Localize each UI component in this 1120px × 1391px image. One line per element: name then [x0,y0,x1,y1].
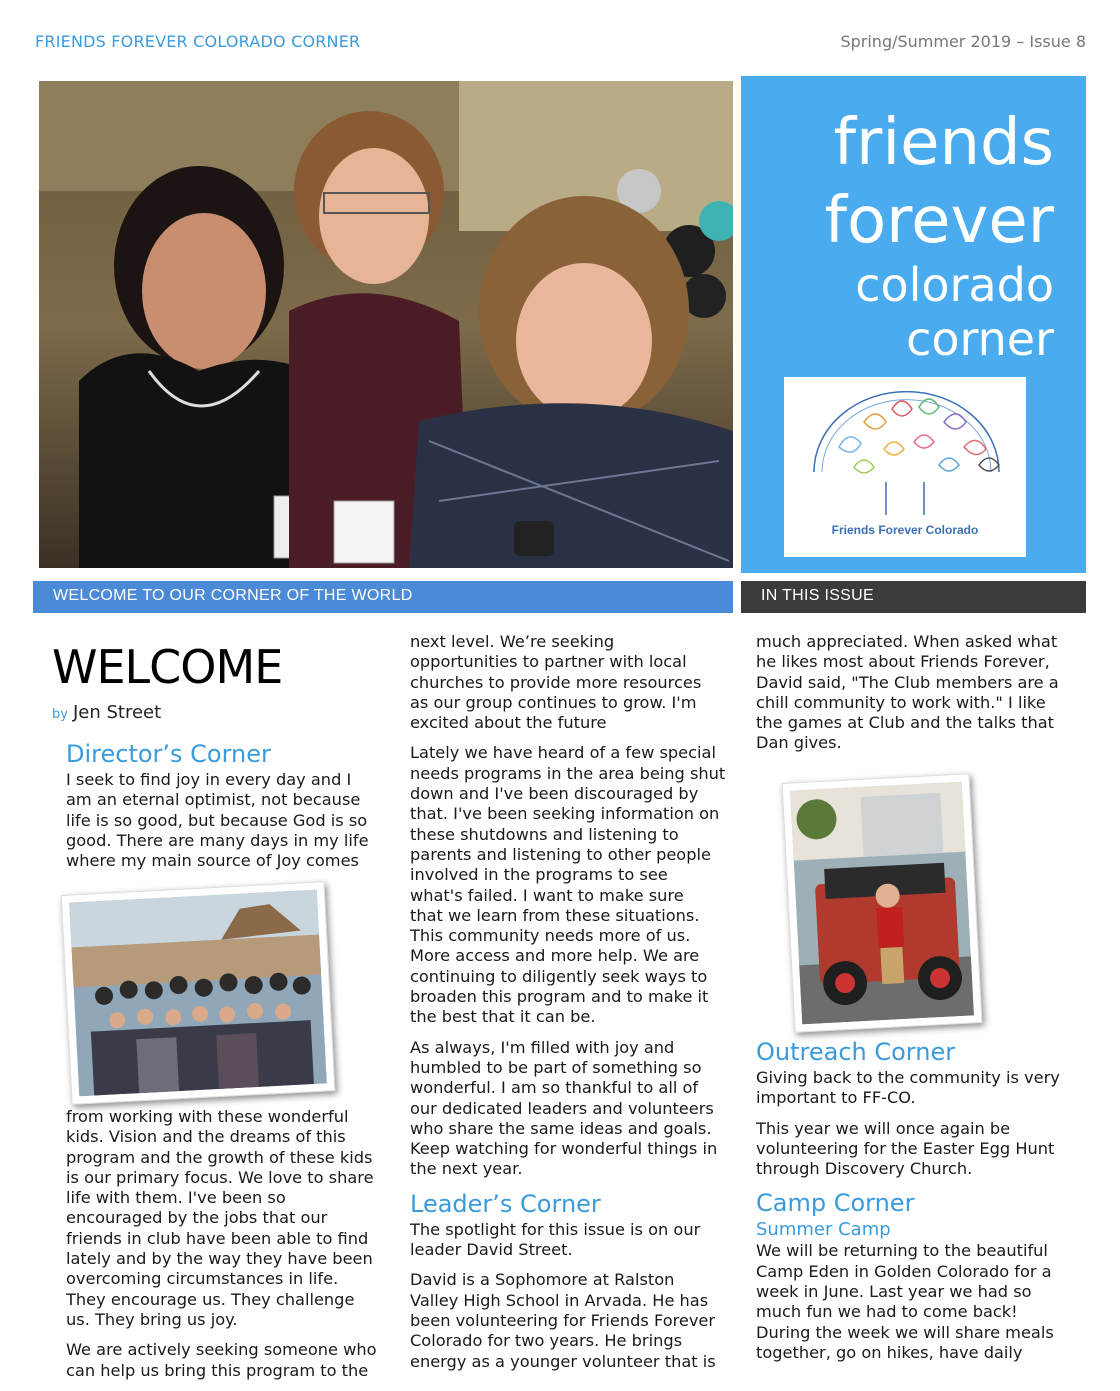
group-photo [69,890,327,1097]
column-3-top [756,632,1076,764]
masthead-title-line1: friends [833,106,1054,180]
section-bar-in-this-issue [741,581,1086,613]
masthead-title-line3: colorado [855,258,1054,312]
section-bar-welcome-label: WELCOME TO OUR CORNER OF THE WORLD [53,587,413,604]
hero-photo [39,81,733,568]
paragraph: We are actively seeking someone who can help us bring this program to the [66,1340,377,1380]
masthead-title-line4: corner [906,312,1054,366]
tree-logo-icon [784,377,1026,517]
paragraph: I seek to find joy in every day and I am an eternal optimist, not because life is so good, but because God is so good. There are many days in my life where my main source of Joy comes [66,770,369,871]
column-1-bottom [66,1107,386,1391]
paragraph: next level. We’re seeking opportunities to partner with local churches to provide more resources as our group continues to grow. I'm excited about the future [410,632,702,733]
article-title: WELCOME [52,640,283,694]
organization-logo [784,377,1026,557]
group-photo-frame [61,881,336,1105]
paragraph: David is a Sophomore at Ralston Valley High School in Arvada. He has been volunteering for Friends Forever Colorado for two years. He brings energy as a younger volunteer that is [410,1270,716,1371]
byline-by: by [52,707,68,722]
column-3-bottom [756,1038,1076,1363]
paragraph: As always, I'm filled with joy and humbled to be part of something so wonderful. I am so thankful to all of our dedicated leaders and volunteers who share the same ideas and goals. Keep watching for wonderful things in the next year. [410,1037,718,1179]
section-bar-in-this-issue-label: IN THIS ISSUE [761,587,874,604]
heading-directors-corner: Director’s Corner [66,740,271,768]
masthead-title-line2: forever [824,184,1054,258]
issue-info: Spring/Summer 2019 – Issue 8 [840,32,1086,51]
leader-photo [790,782,974,1025]
heading-summer-camp: Summer Camp [756,1219,891,1241]
paragraph: We will be returning to the beautiful Camp Eden in Golden Colorado for a week in June. Last year we had so much fun we had to come back! During the week we will share meals together, go on hikes, have daily [756,1241,1054,1362]
paragraph: Lately we have heard of a few special needs programs in the area being shut down and I've been discouraged by that. I've been seeking information on these shutdowns and listening to parents and listening to other people involved in the programs to see what's failed. I want to make sure that we learn from these situations. This community needs more of us. More access and more help. We are continuing to diligently seek ways to broaden this program and to make it the best that it can be. [410,743,726,1027]
byline-author: Jen Street [72,702,162,723]
logo-caption: Friends Forever Colorado [831,523,979,537]
column-2 [410,632,730,1382]
paragraph: Giving back to the community is very important to FF-CO. [756,1068,1060,1108]
masthead [741,76,1086,573]
paragraph: much appreciated. When asked what he likes most about Friends Forever, David said, "The Club members are a chill community to work with." I like the games at Club and the talks that Dan gives. [756,632,1059,753]
leader-photo-frame [782,773,983,1032]
paragraph: from working with these wonderful kids. Vision and the dreams of this program and the growth of these kids is our primary focus. We love to share life with them. I've been so encouraged by the jobs that our friends in club have been able to find lately and by the way they have been overcoming circumstances in life. They encourage us. They challenge us. They bring us joy. [66,1107,374,1329]
column-1-top [66,740,386,871]
byline [52,702,161,723]
heading-camp-corner: Camp Corner [756,1189,915,1218]
heading-leaders-corner: Leader’s Corner [410,1189,601,1218]
paragraph: The spotlight for this issue is on our leader David Street. [410,1219,701,1260]
section-bar-welcome [33,581,733,613]
heading-outreach-corner: Outreach Corner [756,1038,956,1066]
paragraph: This year we will once again be volunteering for the Easter Egg Hunt through Discovery Church. [756,1118,1055,1179]
running-header-title: FRIENDS FOREVER COLORADO CORNER [35,32,361,51]
